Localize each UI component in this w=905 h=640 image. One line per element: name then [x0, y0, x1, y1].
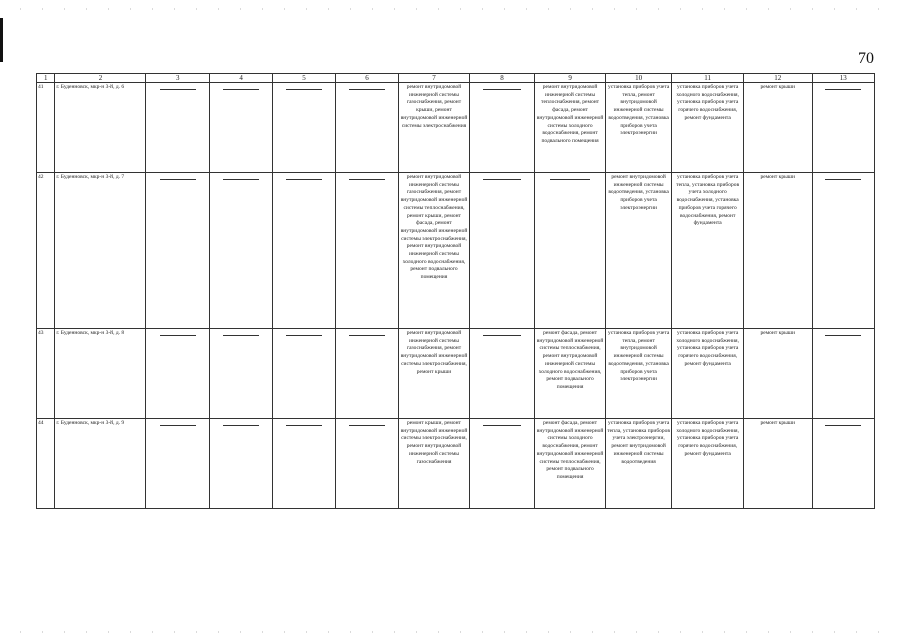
empty-dash-cell: [335, 173, 398, 329]
work-list-col11: установка приборов учета холодного водоснабжения, установка приборов учета горячего водоснабжения, ремонт фундамента: [672, 83, 744, 173]
dash-mark: [223, 335, 259, 336]
scan-artifact-top: [20, 8, 885, 10]
work-list-col11: установка приборов учета холодного водоснабжения, установка приборов учета горячего водоснабжения, ремонт фундамента: [672, 329, 744, 419]
dash-mark: [825, 425, 861, 426]
table-row: [37, 329, 875, 419]
column-number: 7: [399, 74, 470, 83]
work-list-col7: ремонт крыши, ремонт внутридомовой инженерной системы электроснабжения, ремонт внутридомовой инженерной системы газоснабжения: [399, 419, 470, 509]
column-number: 12: [743, 74, 812, 83]
empty-dash-cell: [535, 173, 606, 329]
table-row: [37, 419, 875, 509]
house-address: г. Буденновск, мкр-н 3-й, д. 7: [55, 173, 146, 329]
empty-dash-cell: [469, 83, 534, 173]
dash-mark: [825, 179, 861, 180]
dash-mark: [286, 425, 322, 426]
work-list-col10: установка приборов учета тепла, ремонт внутридомовой инженерной системы водоотведения, установка приборов учета электроэнергии: [605, 83, 672, 173]
column-number: 2: [55, 74, 146, 83]
empty-dash-cell: [469, 173, 534, 329]
house-address: г. Буденновск, мкр-н 3-й, д. 8: [55, 329, 146, 419]
dash-mark: [160, 425, 196, 426]
empty-dash-cell: [335, 329, 398, 419]
dash-mark: [349, 335, 385, 336]
work-list-col12: ремонт крыши: [743, 83, 812, 173]
work-list-col11: установка приборов учета тепла, установка приборов учета холодного водоснабжения, установка приборов учета горячего водоснабжения, ремонт фундамента: [672, 173, 744, 329]
dash-mark: [349, 425, 385, 426]
column-number: 8: [469, 74, 534, 83]
empty-dash-cell: [469, 329, 534, 419]
work-list-col9: ремонт фасада, ремонт внутридомовой инженерной системы теплоснабжения, ремонт внутридомовой инженерной системы холодного водоснабжения, ремонт подвального помещения: [535, 329, 606, 419]
column-number: 9: [535, 74, 606, 83]
column-number: 4: [209, 74, 272, 83]
dash-mark: [483, 179, 520, 180]
dash-mark: [483, 335, 520, 336]
column-number-row: [37, 74, 875, 83]
empty-dash-cell: [209, 419, 272, 509]
work-list-col12: ремонт крыши: [743, 419, 812, 509]
empty-dash-cell: [209, 83, 272, 173]
dash-mark: [550, 179, 591, 180]
dash-mark: [286, 179, 322, 180]
work-list-col12: ремонт крыши: [743, 329, 812, 419]
empty-dash-cell: [335, 83, 398, 173]
empty-dash-cell: [812, 419, 874, 509]
dash-mark: [160, 179, 196, 180]
empty-dash-cell: [209, 173, 272, 329]
scan-artifact-bottom: [20, 631, 885, 633]
repair-plan-table: [36, 73, 875, 509]
dash-mark: [483, 425, 520, 426]
empty-dash-cell: [146, 329, 209, 419]
column-number: 6: [335, 74, 398, 83]
work-list-col11: установка приборов учета холодного водоснабжения, установка приборов учета горячего водоснабжения, ремонт фундамента: [672, 419, 744, 509]
house-address: г. Буденновск, мкр-н 3-й, д. 6: [55, 83, 146, 173]
dash-mark: [483, 89, 520, 90]
empty-dash-cell: [209, 329, 272, 419]
work-list-col7: ремонт внутридомовой инженерной системы газоснабжения, ремонт внутридомовой инженерной системы электроснабжения, ремонт крыши: [399, 329, 470, 419]
row-number: 41: [37, 83, 55, 173]
empty-dash-cell: [273, 419, 335, 509]
empty-dash-cell: [273, 329, 335, 419]
work-list-col12: ремонт крыши: [743, 173, 812, 329]
row-number: 42: [37, 173, 55, 329]
column-number: 3: [146, 74, 209, 83]
scan-edge-mark: [0, 18, 3, 62]
empty-dash-cell: [335, 419, 398, 509]
dash-mark: [160, 89, 196, 90]
dash-mark: [223, 89, 259, 90]
dash-mark: [349, 179, 385, 180]
dash-mark: [223, 179, 259, 180]
empty-dash-cell: [146, 173, 209, 329]
empty-dash-cell: [812, 329, 874, 419]
dash-mark: [286, 335, 322, 336]
empty-dash-cell: [812, 83, 874, 173]
work-list-col7: ремонт внутридомовой инженерной системы газоснабжения, ремонт внутридомовой инженерной системы теплоснабжения, ремонт крыши, ремонт фасада, ремонт внутридомовой инженерной системы электроснабжения, ремонт внутридомовой инженерной системы холодного водоснабжения, ремонт подвального помещения: [399, 173, 470, 329]
page-number: 70: [858, 50, 874, 67]
work-list-col10: ремонт внутридомовой инженерной системы водоотведения, установка приборов учета электроэнергии: [605, 173, 672, 329]
column-number: 10: [605, 74, 672, 83]
column-number: 13: [812, 74, 874, 83]
column-number: 1: [37, 74, 55, 83]
empty-dash-cell: [812, 173, 874, 329]
row-number: 44: [37, 419, 55, 509]
dash-mark: [160, 335, 196, 336]
house-address: г. Буденновск, мкр-н 3-й, д. 9: [55, 419, 146, 509]
work-list-col9: ремонт внутридомовой инженерной системы теплоснабжения, ремонт фасада, ремонт внутридомовой инженерной системы холодного водоснабжения, ремонт подвального помещения: [535, 83, 606, 173]
column-number: 11: [672, 74, 744, 83]
empty-dash-cell: [469, 419, 534, 509]
dash-mark: [825, 89, 861, 90]
table-row: [37, 173, 875, 329]
row-number: 43: [37, 329, 55, 419]
work-list-col7: ремонт внутридомовой инженерной системы газоснабжения, ремонт крыши, ремонт внутридомовой инженерной системы электроснабжения: [399, 83, 470, 173]
empty-dash-cell: [273, 173, 335, 329]
dash-mark: [286, 89, 322, 90]
work-list-col9: ремонт фасада, ремонт внутридомовой инженерной системы холодного водоснабжения, ремонт внутридомовой инженерной системы теплоснабжения, ремонт подвального помещения: [535, 419, 606, 509]
empty-dash-cell: [146, 419, 209, 509]
empty-dash-cell: [146, 83, 209, 173]
dash-mark: [349, 89, 385, 90]
dash-mark: [825, 335, 861, 336]
column-number: 5: [273, 74, 335, 83]
work-list-col10: установка приборов учета тепла, ремонт внутридомовой инженерной системы водоотведения, установка приборов учета электроэнергии: [605, 329, 672, 419]
table-row: [37, 83, 875, 173]
work-list-col10: установка приборов учета тепла, установка приборов учета электроэнергии, ремонт внутридомовой инженерной системы водоотведения: [605, 419, 672, 509]
dash-mark: [223, 425, 259, 426]
empty-dash-cell: [273, 83, 335, 173]
